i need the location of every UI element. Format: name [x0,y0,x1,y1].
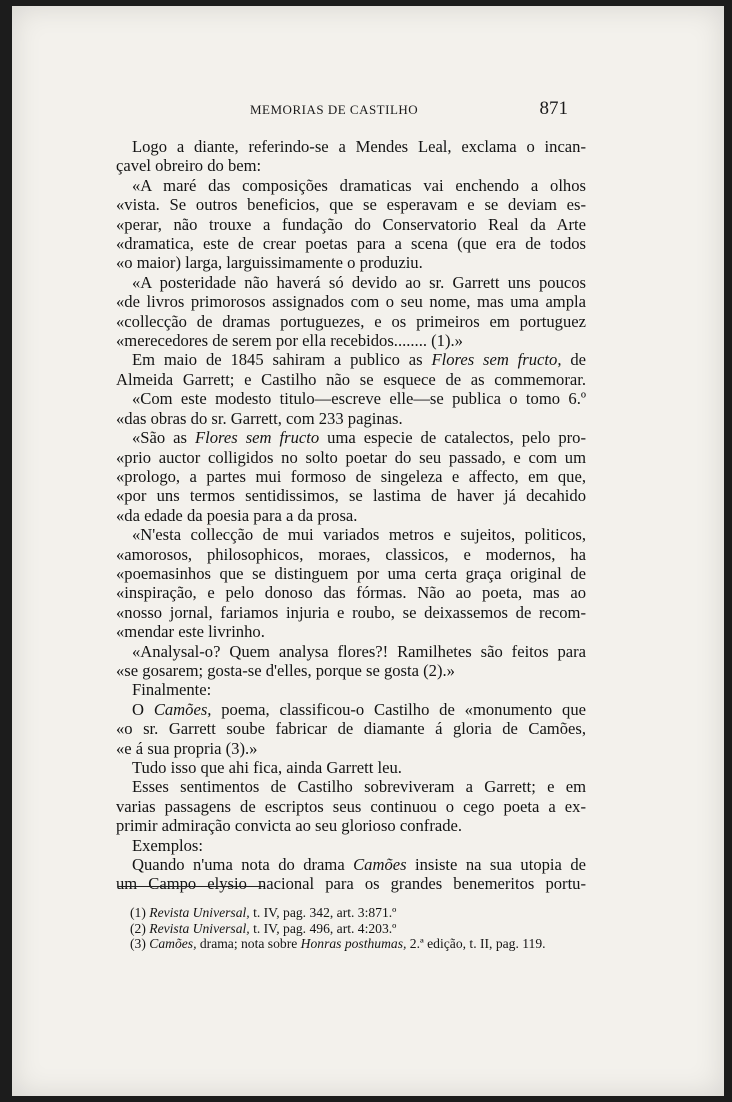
text-line: primir admiração convicta ao seu glorioso confrade. [116,816,463,836]
text-line: «se gosarem; gosta-se d'elles, porque se gosta (2).» [116,660,455,680]
text-line: «prologo, a partes mui formoso de singeleza e affecto, em que, [116,466,586,486]
footnote-source: Revista Universal, [149,920,250,936]
text-line: «e á sua propria (3).» [116,738,258,758]
running-title: MEMORIAS DE CASTILHO [250,102,419,117]
text-line: «N'esta collecção de mui variados metros e sujeitos, politicos, [132,525,586,545]
footnote-number: (2) [130,920,146,936]
text-line: «prio auctor colligidos no solto poetar do seu passado, e com um [116,447,586,467]
text-line: «nosso jornal, fariamos injuria e roubo, se deixassemos de recom- [116,602,586,622]
footnote-title: Honras posthumas, [300,936,407,951]
book-title: Camões, [153,699,212,719]
footnote-divider [118,886,264,887]
book-title: Camões [353,855,407,875]
text-line: «das obras do sr. Garrett, com 233 paginas. [116,408,403,428]
text-run: de [561,350,586,370]
text-line: «poemasinhos que se distinguem por uma certa graça original de [116,563,586,583]
text-line: «Analysal-o? Quem analysa flores?! Ramilhetes são feitos para [132,641,586,661]
footnote-text: t. IV, pag. 496, art. 4:203.º [249,920,397,936]
text-line: «collecção de dramas portuguezes, e os primeiros em portuguez [116,311,586,331]
text-line: çavel obreiro do bem: [116,156,262,176]
text-line: «A maré das composições dramaticas vai enchendo a olhos [132,175,586,195]
text-line [116,855,586,874]
text-line: «o maior) larga, larguissimamente o produziu. [116,253,423,273]
text-run: Em maio de 1845 sahiram a publico as [132,350,432,370]
text-line [116,350,586,369]
text-line: Esses sentimentos de Castilho sobreviveram a Garrett; e em [132,777,586,797]
text-line [116,700,586,719]
footnote-2 [130,921,584,937]
footnote-number: (1) [130,905,146,920]
text-line: Logo a diante, referindo-se a Mendes Leal, exclama o incan- [132,137,586,156]
text-run: poema, classificou-o Castilho de «monumento que [211,699,586,719]
text-line: Finalmente: [132,680,212,700]
text-line: «inspiração, e pelo donoso das fórmas. Não ao poeta, mas ao [116,583,586,603]
footnote-text: drama; nota sobre [196,936,301,951]
footnote-source: Revista Universal, [149,905,250,920]
text-run: «São as [132,428,196,448]
text-run: uma especie de catalectos, pelo pro- [319,428,586,448]
book-page [12,6,724,1096]
text-line: «da edade da poesia para a da prosa. [116,505,358,525]
footnotes [130,905,584,952]
text-line: «amorosos, philosophicos, moraes, classicos, e modernos, ha [116,544,586,564]
text-line: Almeida Garrett; e Castilho não se esquece de as commemorar. [116,369,586,389]
text-line: «dramatica, este de crear poetas para a scena (que era de todos [116,234,586,254]
book-title: Flores sem fructo, [431,350,562,370]
page-header [250,98,568,122]
footnote-1 [130,905,584,921]
text-line: «vista. Se outros beneficios, que se esperavam e se deviam es- [116,195,586,215]
text-line: «o sr. Garrett soube fabricar de diamante á gloria de Camões, [116,719,586,739]
text-line: «perar, não trouxe a fundação do Conservatorio Real da Arte [116,214,586,234]
page-number: 871 [539,98,568,119]
text-line: varias passagens de escriptos seus continuou o cego poeta a ex- [116,796,586,816]
text-line: Tudo isso que ahi fica, ainda Garrett leu. [132,758,402,777]
book-title: Flores sem fructo [195,428,320,448]
body-text [116,137,586,894]
text-run: Quando n'uma nota do drama [132,855,354,875]
footnote-3 [130,936,584,952]
footnote-source: Camões, [149,936,197,951]
text-run: O [132,699,154,719]
text-line: «mendar este livrinho. [116,622,265,642]
text-line: «A posteridade não haverá só devido ao sr. Garrett uns poucos [132,272,586,292]
text-line [116,428,586,447]
footnote-text: t. IV, pag. 342, art. 3:871.º [249,905,397,920]
text-line: «Com este modesto titulo—escreve elle—se publica o tomo 6.º [132,389,586,409]
footnote-text: 2.ª edição, t. II, pag. 119. [406,936,546,951]
footnote-number: (3) [130,936,146,951]
text-line: «por uns termos sentidissimos, se lastima de haver já decahido [116,486,586,506]
text-line: Exemplos: [132,835,203,855]
text-run: insiste na sua utopia de [406,855,586,875]
text-line: um Campo elysio nacional para os grandes benemeritos portu- [116,874,586,894]
text-line: «merecedores de serem por ella recebidos........ (1).» [116,331,463,351]
text-line: «de livros primorosos assignados com o seu nome, mas uma ampla [116,292,586,312]
